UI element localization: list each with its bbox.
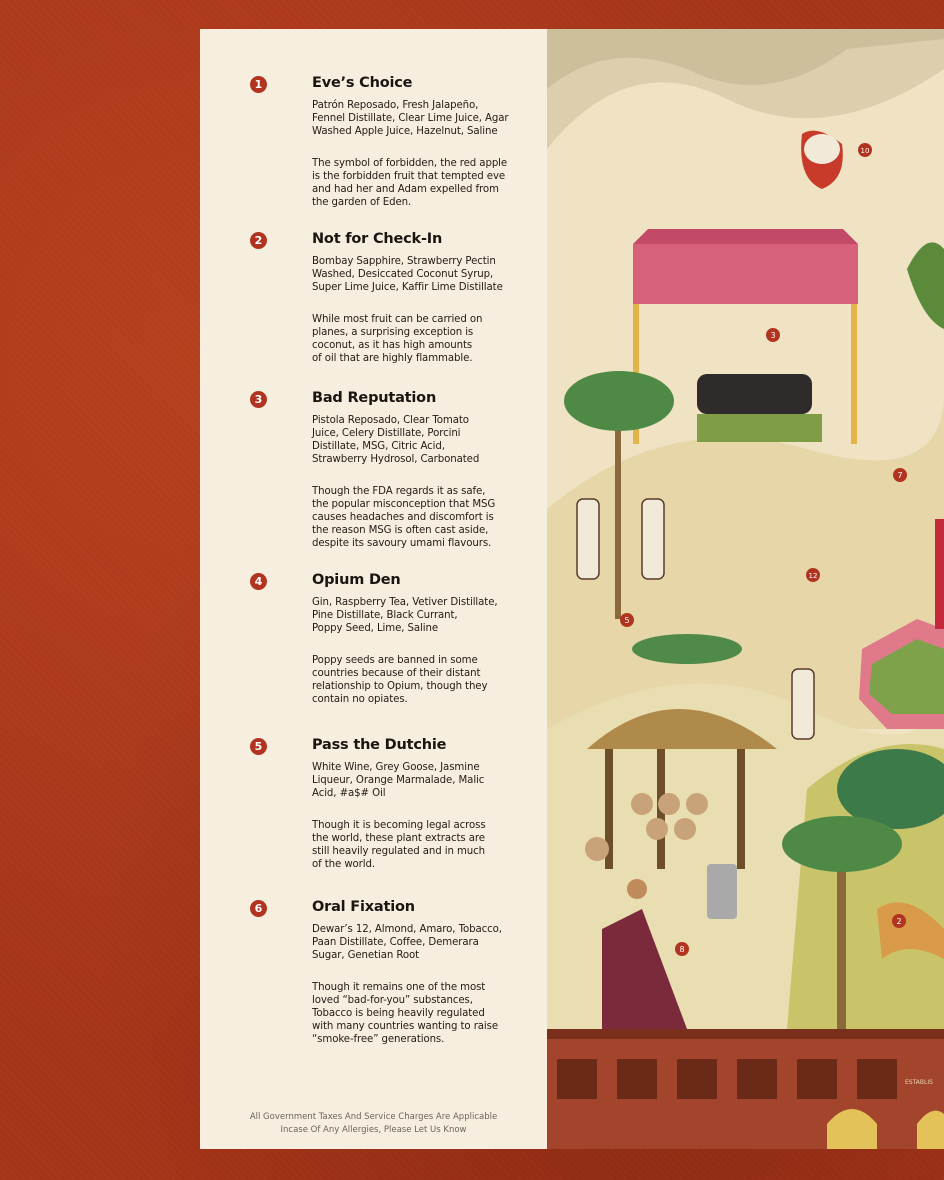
item-name: Opium Den — [312, 572, 401, 588]
menu-item — [254, 75, 570, 209]
item-description: While most fruit can be carried on planes, a surprising exception is coconut, as it has high amounts of oil that are highly flammable. — [312, 314, 483, 364]
illustration-marker-7 — [893, 468, 907, 482]
item-name: Oral Fixation — [312, 899, 415, 915]
item-number-badge: 1 — [250, 76, 267, 93]
item-number-badge: 3 — [250, 391, 267, 408]
svg-text:10: 10 — [860, 147, 870, 155]
menu-item-header — [254, 75, 570, 95]
menu-item-header — [254, 899, 570, 919]
illustration-marker-12 — [806, 568, 820, 582]
footer-allergy-note: Incase Of Any Allergies, Please Let Us Know — [280, 1125, 467, 1135]
item-number-badge: 2 — [250, 232, 267, 249]
illustration-marker-3 — [766, 328, 780, 342]
illustration-marker-10 — [858, 143, 872, 157]
svg-text:2: 2 — [896, 917, 902, 926]
item-ingredients: Bombay Sapphire, Strawberry Pectin Washed, Desiccated Coconut Syrup, Super Lime Juice, Kaffir Lime Distillate — [312, 256, 503, 293]
menu-item-header — [254, 231, 570, 251]
establishment-sign-text: ESTABLIS — [905, 1079, 933, 1086]
item-name: Bad Reputation — [312, 390, 437, 406]
footer-taxes-note: All Government Taxes And Service Charges Are Applicable — [249, 1112, 498, 1122]
item-description: Though it is becoming legal across the world, these plant extracts are still heavily regulated and in much of the world. — [312, 820, 486, 870]
svg-text:3: 3 — [770, 331, 776, 340]
svg-text:7: 7 — [897, 471, 903, 480]
menu-item-header — [254, 737, 570, 757]
svg-text:12: 12 — [808, 572, 818, 580]
item-name: Not for Check-In — [312, 231, 443, 247]
illustration-marker-8 — [675, 942, 689, 956]
svg-text:8: 8 — [679, 945, 685, 954]
item-number-badge: 6 — [250, 900, 267, 917]
menu-item — [254, 390, 570, 550]
menu-item — [254, 572, 570, 706]
item-description: Though the FDA regards it as safe, the popular misconception that MSG causes headaches and discomfort is the reason MSG is often cast aside, despite its savoury umami flavours. — [312, 486, 496, 549]
menu-footer — [200, 1111, 547, 1137]
item-ingredients: White Wine, Grey Goose, Jasmine Liqueur, Orange Marmalade, Malic Acid, #a$# Oil — [312, 762, 485, 799]
illustration-marker-2 — [892, 914, 906, 928]
menu-item-header — [254, 390, 570, 410]
menu-item — [254, 899, 570, 1046]
illustration-marker-5 — [620, 613, 634, 627]
menu-panel — [200, 29, 547, 1149]
item-number-badge: 5 — [250, 738, 267, 755]
item-name: Pass the Dutchie — [312, 737, 447, 753]
menu-item — [254, 231, 570, 365]
item-number-badge: 4 — [250, 573, 267, 590]
menu-item-header — [254, 572, 570, 592]
item-ingredients: Dewar’s 12, Almond, Amaro, Tobacco, Paan Distillate, Coffee, Demerara Sugar, Genetian Root — [312, 924, 502, 961]
menu-item — [254, 737, 570, 871]
item-description: Though it remains one of the most loved “bad-for-you” substances, Tobacco is being heavily regulated with many countries wanting to raise “smoke-free” generations. — [312, 982, 499, 1045]
svg-text:5: 5 — [624, 616, 630, 625]
item-ingredients: Pistola Reposado, Clear Tomato Juice, Celery Distillate, Porcini Distillate, MSG, Citric Acid, Strawberry Hydrosol, Carbonated — [312, 415, 480, 465]
item-name: Eve’s Choice — [312, 75, 413, 91]
item-description: Poppy seeds are banned in some countries because of their distant relationship to Opium, though they contain no opiates. — [312, 655, 488, 705]
item-ingredients: Patrón Reposado, Fresh Jalapeño, Fennel Distillate, Clear Lime Juice, Agar Washed Apple Juice, Hazelnut, Saline — [312, 100, 509, 137]
illustration-panel — [547, 29, 944, 1149]
item-ingredients: Gin, Raspberry Tea, Vetiver Distillate, Pine Distillate, Black Currant, Poppy Seed, Lime, Saline — [312, 597, 498, 634]
item-description: The symbol of forbidden, the red apple is the forbidden fruit that tempted eve and had her and Adam expelled from the garden of Eden. — [312, 158, 508, 208]
